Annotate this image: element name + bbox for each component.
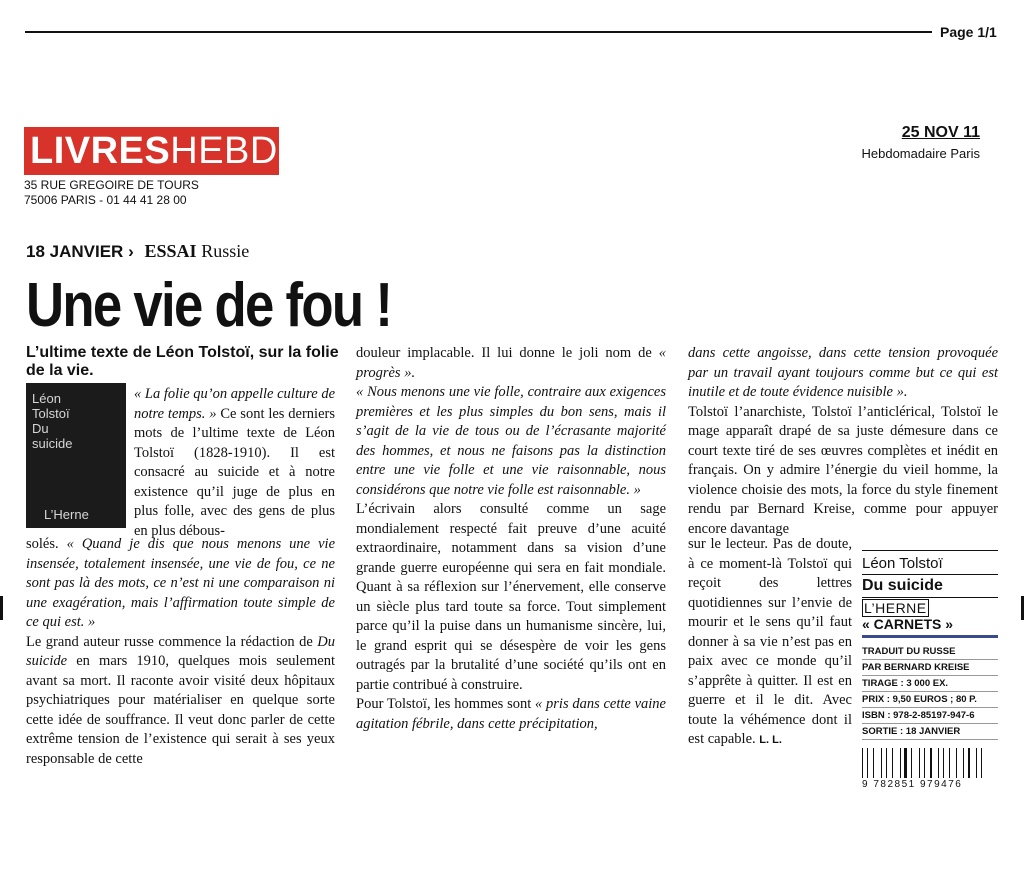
book-title-inline: Du suicide	[26, 633, 335, 669]
barcode-bar	[930, 748, 932, 778]
column-1-top	[134, 385, 335, 541]
barcode-bar	[867, 748, 869, 778]
box-isbn: ISBN : 978-2-85197-947-6	[862, 708, 998, 724]
box-author: Léon Tolstoï	[862, 555, 943, 572]
text-paragraph: douleur implacable. Il lui donne le joli nom de	[356, 345, 659, 361]
barcode-bar	[963, 748, 964, 778]
text-fragment: solés.	[26, 536, 67, 552]
text-paragraph: L’écrivain alors consulté comme un sage mondialement respecté fait preuve d’une acuité extraordinaire, notamment dans sa vision d’une grande guerre européenne qui sera en fait mondiale. Quant à sa réflexion sur l’énervement, elle conserve un siècle plus tard toute sa force. Tout simplement parce qu’il la puise dans un humanisme sincère, lui, le grand esprit qui se désespère de voir les gens outragés par la brutalité d’une société qu’ils ont en partie contribué à construire.	[356, 501, 666, 693]
barcode-bar	[890, 748, 891, 778]
barcode-bar	[966, 748, 967, 778]
book-cover-image	[26, 383, 126, 528]
publication-address	[24, 178, 199, 208]
box-translated: TRADUIT DU RUSSE	[862, 644, 998, 660]
quote-vie-folle: « Nous menons une vie folle, contraire aux exigences premières et les plus simples du bon sens, mais il s’agit de la vie de tous ou de l’écrasante majorité des hommes, et nous ne faisons pas la distinction entre une vie folle et une vie raisonnable, nous considérons que notre vie folle est raisonnable. »	[356, 384, 666, 498]
barcode-bar	[972, 748, 973, 778]
top-rule	[25, 31, 932, 33]
cover-title-2: suicide	[32, 436, 73, 451]
barcode-bar	[886, 748, 887, 778]
barcode-bar	[910, 748, 911, 778]
cover-title-1: Du	[32, 421, 49, 436]
box-top-rule	[862, 550, 998, 551]
barcode-bar	[958, 748, 960, 778]
box-publisher	[862, 600, 998, 616]
barcode-bar	[977, 748, 979, 778]
barcode-bar	[902, 748, 903, 778]
intro-text: Ce sont les derniers mots de l’ultime texte de Léon Tolstoï (1828-1910). Il est consacré au suicide et à notre existence qu’il juge de plus en plus folle, avec des gens de plus en plus débous-	[134, 405, 335, 539]
barcode-bar	[914, 748, 916, 778]
quote-progres: « progrès ».	[356, 345, 666, 381]
column-2	[356, 344, 666, 734]
book-info-box	[862, 548, 998, 790]
barcode-bar	[876, 748, 878, 778]
barcode-bar	[864, 748, 865, 778]
barcode-number: 9 782851 979476	[862, 779, 963, 790]
barcode-bar	[985, 748, 987, 778]
box-print-run: TIRAGE : 3 000 EX.	[862, 676, 998, 692]
barcode-bar	[956, 748, 958, 778]
kicker-date: 18 JANVIER	[26, 242, 124, 261]
barcode-bar	[873, 748, 874, 778]
box-rule	[862, 597, 998, 598]
box-collection: « CARNETS »	[862, 616, 998, 638]
article-headline: Une vie de fou !	[26, 271, 392, 340]
author-signature: L. L.	[759, 734, 782, 746]
article-kicker	[26, 241, 249, 262]
address-line-2: 75006 PARIS - 01 44 41 28 00	[24, 193, 187, 207]
publication-logo	[24, 127, 308, 175]
barcode-bar	[952, 748, 953, 778]
column-3-bottom	[688, 535, 852, 751]
publisher-label: L’HERNE	[864, 600, 927, 616]
barcode-bar	[881, 748, 882, 778]
logo-light-text: HEBDO	[170, 129, 308, 172]
barcode-bar	[900, 748, 901, 778]
barcode-bar	[981, 748, 982, 778]
cover-publisher: L’Herne	[44, 507, 89, 522]
barcode-bar	[943, 748, 944, 778]
column-1-bottom	[26, 535, 335, 769]
barcode-bar	[921, 748, 923, 778]
barcode-image	[862, 748, 988, 778]
cover-author-last: Tolstoï	[32, 406, 70, 421]
barcode-bar	[949, 748, 950, 778]
box-release: SORTIE : 18 JANVIER	[862, 724, 998, 740]
kicker-country: Russie	[201, 241, 250, 261]
text-paragraph: Pour Tolstoï, les hommes sont	[356, 696, 536, 712]
issue-date: 25 NOV 11	[901, 124, 980, 141]
barcode-bar	[871, 748, 872, 778]
page-number: Page 1/1	[940, 24, 997, 40]
text-paragraph-cont: en mars 1910, quelques mois seulement avant sa mort. Il raconte avoir visité deux hôpitaux psychiatriques pour matérialiser en quelque sorte cette idée de souffrance. Il veut donc parler de cette extrême tension de l’existence qui serait à ses yeux responsable de cette	[26, 653, 335, 767]
box-title: Du suicide	[862, 577, 943, 594]
barcode-bar	[947, 748, 949, 778]
box-rule	[862, 574, 998, 575]
barcode-bar	[883, 748, 885, 778]
kicker-arrow-icon: ›	[128, 242, 134, 261]
kicker-section: ESSAI	[144, 241, 197, 261]
quote-agitation: « pris dans cette vaine agitation fébrile, dans cette précipitation,	[356, 696, 666, 732]
quote-opening: « La folie qu’on appelle culture de notre temps. »	[134, 386, 335, 422]
barcode-bar	[862, 748, 863, 778]
barcode-bar	[892, 748, 894, 778]
box-price: PRIX : 9,50 EUROS ; 80 P.	[862, 692, 998, 708]
scan-edge-mark-left	[0, 596, 3, 620]
text-paragraph: sur le lecteur. Pas de doute, à ce moment-là Tolstoï qui reçoit des lettres quotidiennes sur l’envie de mourir et le sens qu’il faut donner à sa vie n’est pas en paix avec ce monde qu’il s’apprête à quitter. Il est en guerre et il le dit. Avec toute la véhémence dont il est capable.	[688, 536, 852, 747]
barcode-bar	[904, 748, 906, 778]
text-paragraph: Tolstoï l’anarchiste, Tolstoï l’anticlérical, Tolstoï le mage apparaît drapé de sa juste démesure dans ce court texte tiré de ses œuvres complètes et inédit en français. On y admire l’énergie du vieil homme, la violence choisie des mots, la force du style finement rendu par Bernard Kreise, comme pour appuyer encore davantage	[688, 403, 998, 537]
column-3-top	[688, 344, 998, 539]
barcode-bar	[928, 748, 929, 778]
article-subtitle: L’ultime texte de Léon Tolstoï, sur la folie de la vie.	[26, 344, 339, 379]
address-line-1: 35 RUE GREGOIRE DE TOURS	[24, 178, 199, 192]
barcode-bar	[976, 748, 977, 778]
box-translator: PAR BERNARD KREISE	[862, 660, 998, 676]
barcode-bar	[934, 748, 935, 778]
barcode-bar	[895, 748, 897, 778]
quote-vie-insensee: « Quand je dis que nous menons une vie insensée, totalement insensée, une vie de fou, ce ne sont pas là des mots, ce n’est ni une comparaison ni une exagération, mais l’affirmation toute simple de ce qui est. »	[26, 536, 336, 630]
logo-bold-text: LIVRES	[30, 129, 171, 172]
barcode-bar	[919, 748, 920, 778]
quote-angoisse: dans cette angoisse, dans cette tension provoquée par un travail ayant toujours comme but ce qui est inutile et de toute évidence nuisible ».	[688, 345, 998, 400]
barcode-bar	[968, 748, 970, 778]
barcode-bar	[940, 748, 941, 778]
cover-author-first: Léon	[32, 391, 61, 406]
barcode-bar	[911, 748, 912, 778]
barcode-bar	[938, 748, 940, 778]
barcode-bar	[924, 748, 925, 778]
text-paragraph: Le grand auteur russe commence la rédaction de	[26, 633, 318, 650]
publication-frequency: Hebdomadaire Paris	[861, 146, 980, 161]
